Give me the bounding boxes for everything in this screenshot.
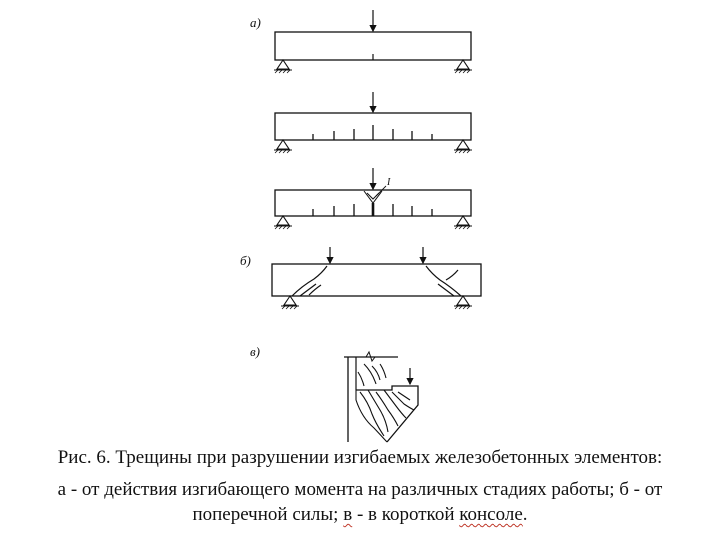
figure-caption-line-1: Рис. 6. Трещины при разрушении изгибаемых железобетонных элементов:: [57, 447, 663, 468]
beam-a3: [274, 168, 472, 229]
flexural-cracks-a3: [313, 203, 432, 216]
support-left-a3: [274, 216, 292, 229]
caption-segment: .: [522, 504, 528, 525]
caption-segment-flagged: в: [343, 504, 353, 525]
support-right-a3: [454, 216, 472, 229]
beam-a2: [274, 92, 472, 153]
figure-caption-line-2: а - от действия изгибающего момента на различных стадиях работы; б - от: [57, 479, 663, 500]
support-right-a2: [454, 140, 472, 153]
caption-segment: - в короткой: [352, 504, 460, 525]
figure-caption-line-3: [0, 503, 720, 527]
label-leader: [376, 186, 386, 196]
console-cracks: [358, 364, 414, 436]
beam-b: [272, 247, 481, 309]
flexural-cracks-a2: [313, 125, 432, 140]
beam-b-body: [272, 264, 481, 296]
short-console: [344, 352, 418, 442]
caption-segment-flagged: консоле: [459, 504, 523, 525]
shear-cracks: [292, 266, 461, 296]
support-left-a2: [274, 140, 292, 153]
support-left-b: [281, 296, 299, 309]
panel-label-v: в): [250, 344, 260, 359]
crack-stage-label: I: [387, 177, 391, 188]
beam-a1: [274, 10, 472, 73]
support-left-a1: [274, 60, 292, 73]
caption-segment: поперечной силы;: [192, 504, 344, 525]
panel-label-a: а): [250, 15, 261, 30]
panel-label-b: б): [240, 253, 251, 268]
support-right-a1: [454, 60, 472, 73]
support-right-b: [454, 296, 472, 309]
